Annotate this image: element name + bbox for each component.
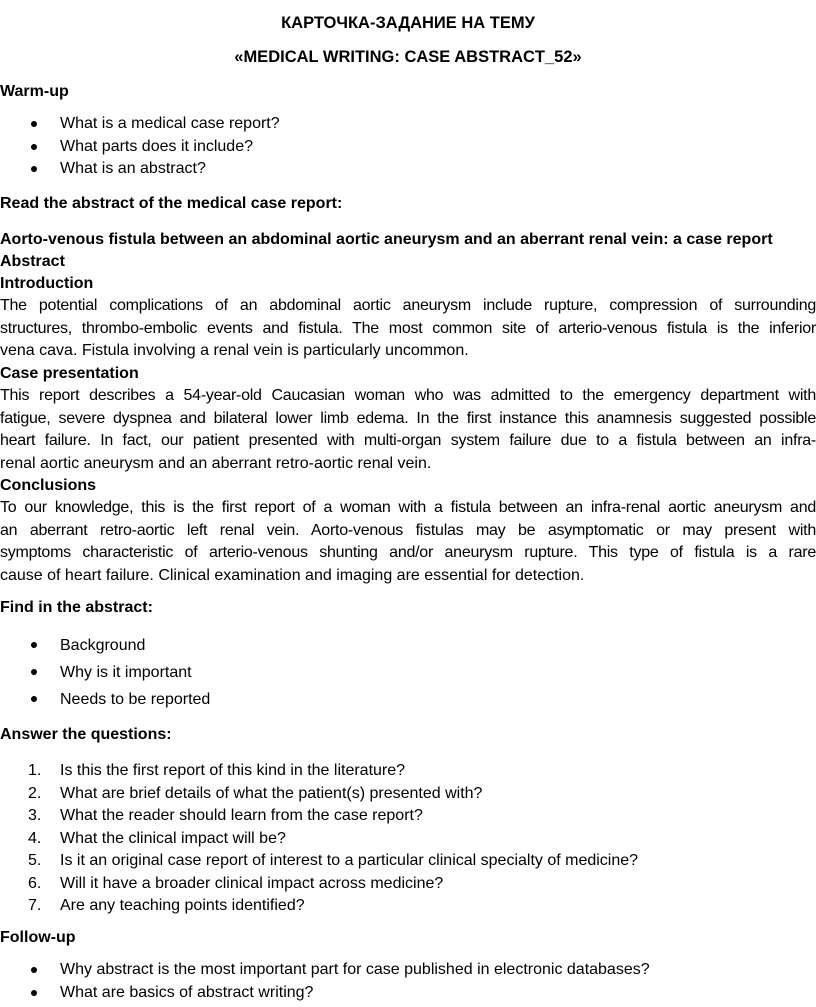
answer-list: [0, 760, 638, 918]
list-item: What parts does it include?: [0, 136, 280, 159]
bullet-icon: [31, 144, 37, 150]
abstract-label: Abstract: [0, 253, 65, 270]
followup-list: [0, 959, 650, 1004]
introduction-heading: Introduction: [0, 275, 94, 292]
conclusions-line: an aberrant retro-aortic left renal vein. Aorto-venous fistulas may be asymptomatic or may present with: [0, 522, 816, 539]
bullet-icon: [31, 696, 37, 702]
bullet-icon: [31, 967, 37, 973]
bullet-icon: [31, 166, 37, 172]
case-presentation-line: renal aortic aneurysm and an aberrant retro-aortic renal vein.: [0, 455, 432, 472]
list-item: 3. What the reader should learn from the case report?: [28, 807, 423, 824]
list-item: Needs to be reported: [0, 686, 210, 713]
bullet-icon: [31, 990, 37, 996]
list-item: What is an abstract?: [0, 158, 280, 181]
list-item: 2. What are brief details of what the patient(s) presented with?: [28, 784, 483, 802]
list-item: 4. What the clinical impact will be?: [28, 829, 286, 847]
article-title: Aorto-venous fistula between an abdominal aortic aneurysm and an aberrant renal vein: a case report: [0, 231, 773, 248]
list-item: Background: [0, 632, 210, 659]
followup-heading: Follow-up: [0, 929, 76, 946]
introduction-line: The potential complications of an abdominal aortic aneurysm include rupture, compression of surrounding: [0, 297, 816, 314]
case-presentation-line: heart failure. In fact, our patient presented with multi-organ system failure due to a fistula between an infra-: [0, 432, 816, 449]
introduction-line: structures, thrombo-embolic events and fistula. The most common site of arterio-venous fistula is the inferior: [0, 320, 816, 337]
warmup-heading: Warm-up: [0, 83, 69, 100]
bullet-icon: [31, 121, 37, 127]
warmup-list: [0, 113, 280, 181]
find-heading: Find in the abstract:: [0, 599, 153, 616]
conclusions-line: cause of heart failure. Clinical examination and imaging are essential for detection.: [0, 567, 585, 584]
list-item: 7. Are any teaching points identified?: [28, 897, 305, 914]
page-subtitle: «MEDICAL WRITING: CASE ABSTRACT_52»: [234, 48, 582, 66]
case-presentation-line: This report describes a 54-year-old Caucasian woman who was admitted to the emergency department with: [0, 387, 816, 404]
conclusions-heading: Conclusions: [0, 477, 97, 494]
case-presentation-heading: Case presentation: [0, 365, 139, 382]
find-list: [0, 632, 210, 713]
list-item: 1. Is this the first report of this kind in the literature?: [28, 762, 406, 779]
list-item: What are basics of abstract writing?: [0, 982, 650, 1005]
conclusions-line: To our knowledge, this is the first report of a woman with a fistula between an infra-renal aortic aneurysm and: [0, 499, 816, 516]
list-item: 5. Is it an original case report of interest to a particular clinical specialty of medicine?: [28, 852, 639, 869]
case-presentation-line: fatigue, severe dyspnea and bilateral lower limb edema. In the first instance this anamnesis suggested possible: [0, 410, 816, 427]
list-item: Why is it important: [0, 659, 210, 686]
conclusions-line: symptoms characteristic of arterio-venous shunting and/or aneurysm rupture. This type of fistula is a rare: [0, 544, 816, 561]
list-item: Why abstract is the most important part for case published in electronic databases?: [0, 959, 650, 982]
answer-heading: Answer the questions:: [0, 726, 172, 743]
page-title: КАРТОЧКА-ЗАДАНИЕ НА ТЕМУ: [281, 14, 535, 32]
introduction-line: vena cava. Fistula involving a renal vein is particularly uncommon.: [0, 342, 469, 359]
bullet-icon: [31, 669, 37, 675]
bullet-icon: [31, 642, 37, 648]
read-heading: Read the abstract of the medical case report:: [0, 195, 343, 212]
list-item: 6. Will it have a broader clinical impact across medicine?: [28, 874, 444, 892]
list-item: What is a medical case report?: [0, 113, 280, 136]
